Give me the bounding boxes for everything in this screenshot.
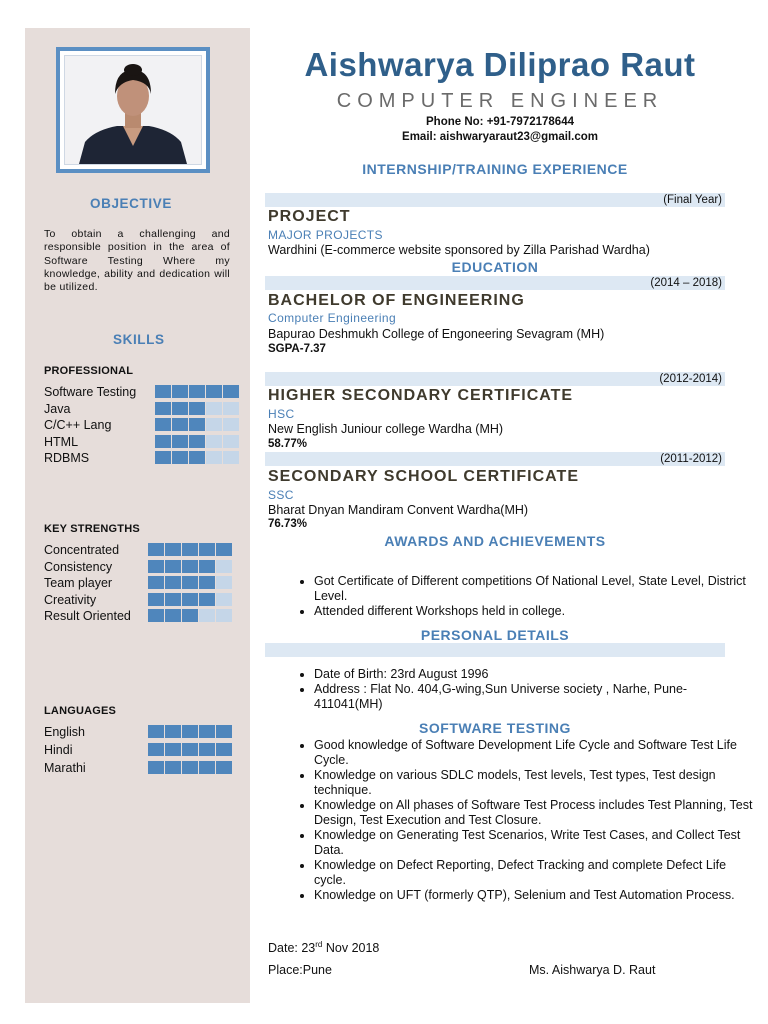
candidate-name: Aishwarya Diliprao Raut [304, 46, 696, 83]
profile-photo-frame [56, 47, 210, 173]
list-item: • Knowledge on Generating Test Scenarios, Write Test Cases, and Collect Test Data. [314, 828, 754, 858]
software-testing-list [290, 738, 754, 903]
place-line: Place:Pune [268, 963, 332, 977]
skill-row [44, 760, 86, 776]
skill-level-cell [189, 418, 205, 431]
skill-level-bar [148, 725, 232, 738]
skill-level-cell [223, 435, 239, 448]
software-testing-heading: SOFTWARE TESTING [419, 720, 571, 736]
skill-level-cell [223, 385, 239, 398]
project-title: PROJECT [268, 208, 351, 225]
skill-level-cell [148, 761, 164, 774]
skill-row [44, 575, 112, 591]
skill-level-cell [165, 743, 181, 756]
skill-level-cell [223, 402, 239, 415]
hsc-college: New English Juniour college Wardha (MH) [268, 422, 504, 436]
skill-row [44, 417, 111, 433]
skill-level-cell [172, 435, 188, 448]
skill-level-cell [216, 576, 232, 589]
ssc-school: Bharat Dnyan Mandiram Convent Wardha(MH) [268, 503, 529, 517]
skill-row [44, 401, 70, 417]
skill-name: Team player [44, 576, 113, 590]
skill-name: Java [44, 401, 71, 416]
skill-level-cell [165, 725, 181, 738]
skill-row [44, 608, 131, 624]
signature-name: Ms. Aishwarya D. Raut [529, 963, 656, 977]
skill-level-cell [182, 743, 198, 756]
skill-level-cell [216, 593, 232, 606]
date-superscript: rd [315, 940, 323, 949]
skill-name: HTML [44, 434, 79, 449]
skill-name: Hindi [44, 743, 73, 757]
skill-name: Marathi [44, 761, 86, 775]
skill-level-cell [155, 385, 171, 398]
hsc-subtitle: HSC [268, 407, 295, 421]
skill-level-cell [189, 385, 205, 398]
skill-name: Software Testing [44, 385, 137, 399]
skill-row [44, 434, 78, 450]
phone-number: Phone No: +91-7972178644 [426, 116, 574, 128]
education-heading: EDUCATION [451, 259, 539, 275]
professional-heading: PROFESSIONAL [44, 365, 134, 377]
skill-level-cell [182, 761, 198, 774]
skill-level-cell [199, 543, 215, 556]
sidebar [25, 28, 250, 1003]
skill-level-cell [155, 402, 171, 415]
internship-heading: INTERNSHIP/TRAINING EXPERIENCE [362, 161, 628, 177]
skill-level-bar [148, 593, 232, 606]
skill-level-bar [148, 609, 232, 622]
list-item: • Knowledge on Defect Reporting, Defect Tracking and complete Defect Life cycle. [314, 858, 754, 888]
ssc-subtitle: SSC [268, 488, 294, 502]
skill-name: RDBMS [44, 451, 90, 465]
skill-level-cell [223, 418, 239, 431]
skill-level-cell [182, 609, 198, 622]
ssc-score: 76.73% [268, 518, 308, 530]
skill-level-bar [148, 560, 232, 573]
skill-level-cell [182, 560, 198, 573]
skill-level-cell [199, 725, 215, 738]
skill-name: Consistency [44, 559, 113, 574]
skill-name: C/C++ Lang [44, 418, 112, 432]
skill-level-bar [148, 743, 232, 756]
skill-level-cell [199, 576, 215, 589]
list-item: • Good knowledge of Software Development Life Cycle and Software Test Life Cycle. [314, 738, 754, 768]
personal-details-list [290, 667, 754, 712]
list-item: • Knowledge on UFT (formerly QTP), Selenium and Test Automation Process. [314, 888, 754, 903]
ssc-band: (2011-2012) [265, 452, 725, 466]
list-item: • Address : Flat No. 404,G-wing,Sun Universe society , Narhe, Pune-411041(MH) [314, 682, 754, 712]
be-band: (2014 – 2018) [265, 276, 725, 290]
list-item: • Attended different Workshops held in college. [314, 604, 754, 619]
skill-level-cell [155, 451, 171, 464]
languages-heading: LANGUAGES [44, 705, 117, 717]
skill-level-cell [172, 418, 188, 431]
skill-row [44, 384, 136, 400]
skill-level-cell [199, 609, 215, 622]
skill-level-cell [165, 560, 181, 573]
list-item: • Knowledge on various SDLC models, Test levels, Test types, Test design technique. [314, 768, 754, 798]
personal-band [265, 643, 725, 657]
be-subtitle: Computer Engineering [268, 311, 397, 325]
skill-level-cell [206, 385, 222, 398]
skill-level-cell [206, 451, 222, 464]
list-item: • Date of Birth: 23rd August 1996 [314, 667, 754, 682]
skill-level-bar [148, 576, 232, 589]
skill-row [44, 724, 85, 740]
skill-level-cell [165, 609, 181, 622]
skill-level-cell [182, 543, 198, 556]
skill-name: Concentrated [44, 543, 120, 557]
date-prefix: Date: 23 [268, 941, 316, 956]
skill-level-cell [165, 761, 181, 774]
skill-level-cell [148, 593, 164, 606]
skill-level-bar [155, 402, 239, 415]
skill-level-cell [165, 576, 181, 589]
skill-level-cell [223, 451, 239, 464]
be-score: SGPA-7.37 [268, 343, 326, 355]
hsc-title: HIGHER SECONDARY CERTIFICATE [268, 387, 574, 404]
skill-level-bar [155, 451, 239, 464]
objective-heading: OBJECTIVE [90, 196, 172, 211]
skill-level-cell [199, 560, 215, 573]
date-suffix: Nov 2018 [322, 941, 380, 956]
be-college: Bapurao Deshmukh College of Engoneering Sevagram (MH) [268, 327, 605, 341]
skill-level-bar [148, 543, 232, 556]
hsc-score: 58.77% [268, 438, 308, 450]
skill-level-cell [155, 435, 171, 448]
skill-level-cell [216, 743, 232, 756]
skill-level-bar [155, 418, 239, 431]
skill-name: Creativity [44, 592, 97, 607]
awards-heading: AWARDS AND ACHIEVEMENTS [384, 533, 606, 549]
skill-level-cell [216, 761, 232, 774]
skill-level-cell [182, 576, 198, 589]
profile-photo [64, 55, 202, 165]
skill-level-cell [189, 435, 205, 448]
objective-text: To obtain a challenging and responsible position in the area of Software Testing Where my knowledge, ability and dedication will be utilized. [44, 228, 230, 294]
skill-level-bar [155, 385, 239, 398]
list-item: • Knowledge on All phases of Software Test Process includes Test Planning, Test Design, Test Execution and Test Closure. [314, 798, 754, 828]
key-strengths-heading: KEY STRENGTHS [44, 523, 140, 535]
person-avatar-icon [65, 56, 201, 164]
skill-level-cell [172, 385, 188, 398]
skill-level-cell [148, 576, 164, 589]
candidate-title: COMPUTER ENGINEER [336, 90, 664, 112]
skill-level-cell [216, 725, 232, 738]
skill-level-bar [148, 761, 232, 774]
skill-level-cell [216, 609, 232, 622]
skill-level-cell [148, 609, 164, 622]
be-title: BACHELOR OF ENGINEERING [268, 292, 525, 309]
skill-level-cell [182, 725, 198, 738]
skill-level-cell [182, 593, 198, 606]
list-item: • Got Certificate of Different competitions Of National Level, State Level, District Level. [314, 574, 754, 604]
skill-level-cell [199, 761, 215, 774]
skill-row [44, 592, 96, 608]
skill-level-cell [206, 402, 222, 415]
skill-name: Result Oriented [44, 609, 131, 623]
skill-level-cell [199, 743, 215, 756]
skill-level-cell [165, 593, 181, 606]
skill-level-cell [155, 418, 171, 431]
ssc-title: SECONDARY SCHOOL CERTIFICATE [268, 468, 579, 485]
skill-row [44, 559, 112, 575]
skill-name: English [44, 725, 85, 739]
awards-list [290, 574, 754, 619]
skills-heading: SKILLS [113, 332, 165, 347]
date-line [268, 940, 379, 955]
skill-level-cell [206, 435, 222, 448]
personal-heading: PERSONAL DETAILS [420, 627, 570, 643]
skill-level-cell [189, 451, 205, 464]
skill-row [44, 450, 89, 466]
hsc-band: (2012-2014) [265, 372, 725, 386]
skill-level-cell [206, 418, 222, 431]
email-address[interactable]: Email: aishwaryaraut23@gmail.com [402, 131, 598, 143]
skill-row [44, 742, 73, 758]
internship-band: (Final Year) [265, 193, 725, 207]
skill-level-cell [172, 402, 188, 415]
skill-level-cell [148, 543, 164, 556]
skill-level-cell [148, 560, 164, 573]
skill-level-cell [216, 543, 232, 556]
skill-level-cell [216, 560, 232, 573]
project-subtitle: MAJOR PROJECTS [268, 228, 383, 242]
project-description: Wardhini (E-commerce website sponsored by Zilla Parishad Wardha) [268, 243, 650, 257]
skill-level-bar [155, 435, 239, 448]
skill-level-cell [172, 451, 188, 464]
skill-level-cell [189, 402, 205, 415]
skill-level-cell [148, 725, 164, 738]
skill-level-cell [199, 593, 215, 606]
skill-row [44, 542, 119, 558]
skill-level-cell [165, 543, 181, 556]
skill-level-cell [148, 743, 164, 756]
